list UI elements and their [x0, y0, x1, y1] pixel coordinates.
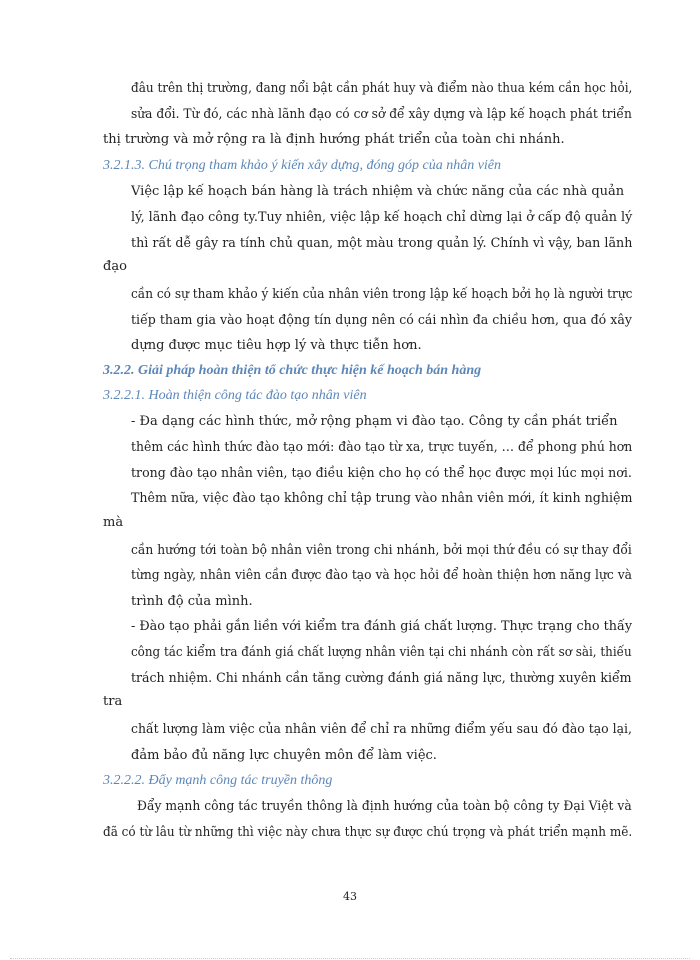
section-heading-3-2-2-1: 3.2.2.1. Hoàn thiện công tác đào tạo nhân viên	[103, 388, 367, 403]
page-number: 43	[343, 890, 357, 903]
body-text-line: cần hướng tới toàn bộ nhân viên trong chi nhánh, bởi mọi thứ đều có sự thay đổi	[131, 543, 632, 558]
body-text-line: Đẩy mạnh công tác truyền thông là định hướng của toàn bộ công ty Đại Việt và	[137, 799, 632, 814]
body-text-line: thị trường và mở rộng ra là định hướng phát triển của toàn chi nhánh.	[103, 132, 565, 147]
section-heading-3-2-2: 3.2.2. Giải pháp hoàn thiện tổ chức thực hiện kế hoạch bán hàng	[103, 363, 482, 378]
body-text-line: từng ngày, nhân viên cần được đào tạo và học hỏi để hoàn thiện hơn năng lực và	[131, 568, 633, 583]
body-text-line: - Đào tạo phải gắn liền với kiểm tra đánh giá chất lượng. Thực trạng cho thấy	[131, 619, 633, 634]
body-text-line: Thêm nữa, việc đào tạo không chỉ tập trung vào nhân viên mới, ít kinh nghiệm	[131, 491, 633, 506]
body-text-line: công tác kiểm tra đánh giá chất lượng nhân viên tại chi nhánh còn rất sơ sài, thiếu	[131, 645, 632, 660]
section-heading-3-2-1-3: 3.2.1.3. Chú trọng tham khảo ý kiến xây dựng, đóng góp của nhân viên	[103, 158, 502, 173]
body-text-line: cần có sự tham khảo ý kiến của nhân viên trong lập kế hoạch bởi họ là người trực	[131, 287, 633, 302]
body-text-line: dựng được mục tiêu hợp lý và thực tiễn hơn.	[131, 338, 422, 353]
body-text-line: tiếp tham gia vào hoạt động tín dụng nên có cái nhìn đa chiều hơn, qua đó xây	[131, 313, 632, 328]
body-text-line: trong đào tạo nhân viên, tạo điều kiện cho họ có thể học được mọi lúc mọi nơi.	[131, 466, 632, 481]
body-text-line: đâu trên thị trường, đang nổi bật cần phát huy và điểm nào thua kém cần học hỏi,	[131, 81, 633, 96]
body-text-line: trách nhiệm. Chi nhánh cần tăng cường đánh giá năng lực, thường xuyên kiểm	[131, 671, 632, 686]
body-text-line: Việc lập kế hoạch bán hàng là trách nhiệm và chức năng của các nhà quản	[131, 184, 625, 199]
body-text-line: thêm các hình thức đào tạo mới: đào tạo từ xa, trực tuyến, … để phong phú hơn	[131, 440, 633, 455]
body-text-line: lý, lãnh đạo công ty.Tuy nhiên, việc lập kế hoạch chỉ dừng lại ở cấp độ quản lý	[131, 210, 633, 225]
body-text-line: sửa đổi. Từ đó, các nhà lãnh đạo có cơ sở để xây dựng và lập kế hoạch phát triển	[131, 107, 632, 122]
body-text-line: trình độ của mình.	[131, 594, 253, 609]
body-text-line: đã có từ lâu từ những thì việc này chưa thực sự được chú trọng và phát triển mạnh mẽ.	[103, 825, 633, 840]
body-text-line: - Đa dạng các hình thức, mở rộng phạm vi đào tạo. Công ty cần phát triển	[131, 414, 618, 429]
body-text-line: đảm bảo đủ năng lực chuyên môn để làm việc.	[131, 748, 437, 763]
body-text-line: mà	[103, 515, 124, 530]
body-text-line: thì rất dễ gây ra tính chủ quan, một màu trong quản lý. Chính vì vậy, ban lãnh	[131, 236, 633, 251]
page-bottom-border	[10, 958, 690, 959]
body-text-line: tra	[103, 694, 123, 709]
section-heading-3-2-2-2: 3.2.2.2. Đẩy mạnh công tác truyền thông	[103, 773, 333, 788]
body-text-line: chất lượng làm việc của nhân viên để chỉ ra những điểm yếu sau đó đào tạo lại,	[131, 722, 632, 737]
body-text-line: đạo	[103, 259, 127, 274]
